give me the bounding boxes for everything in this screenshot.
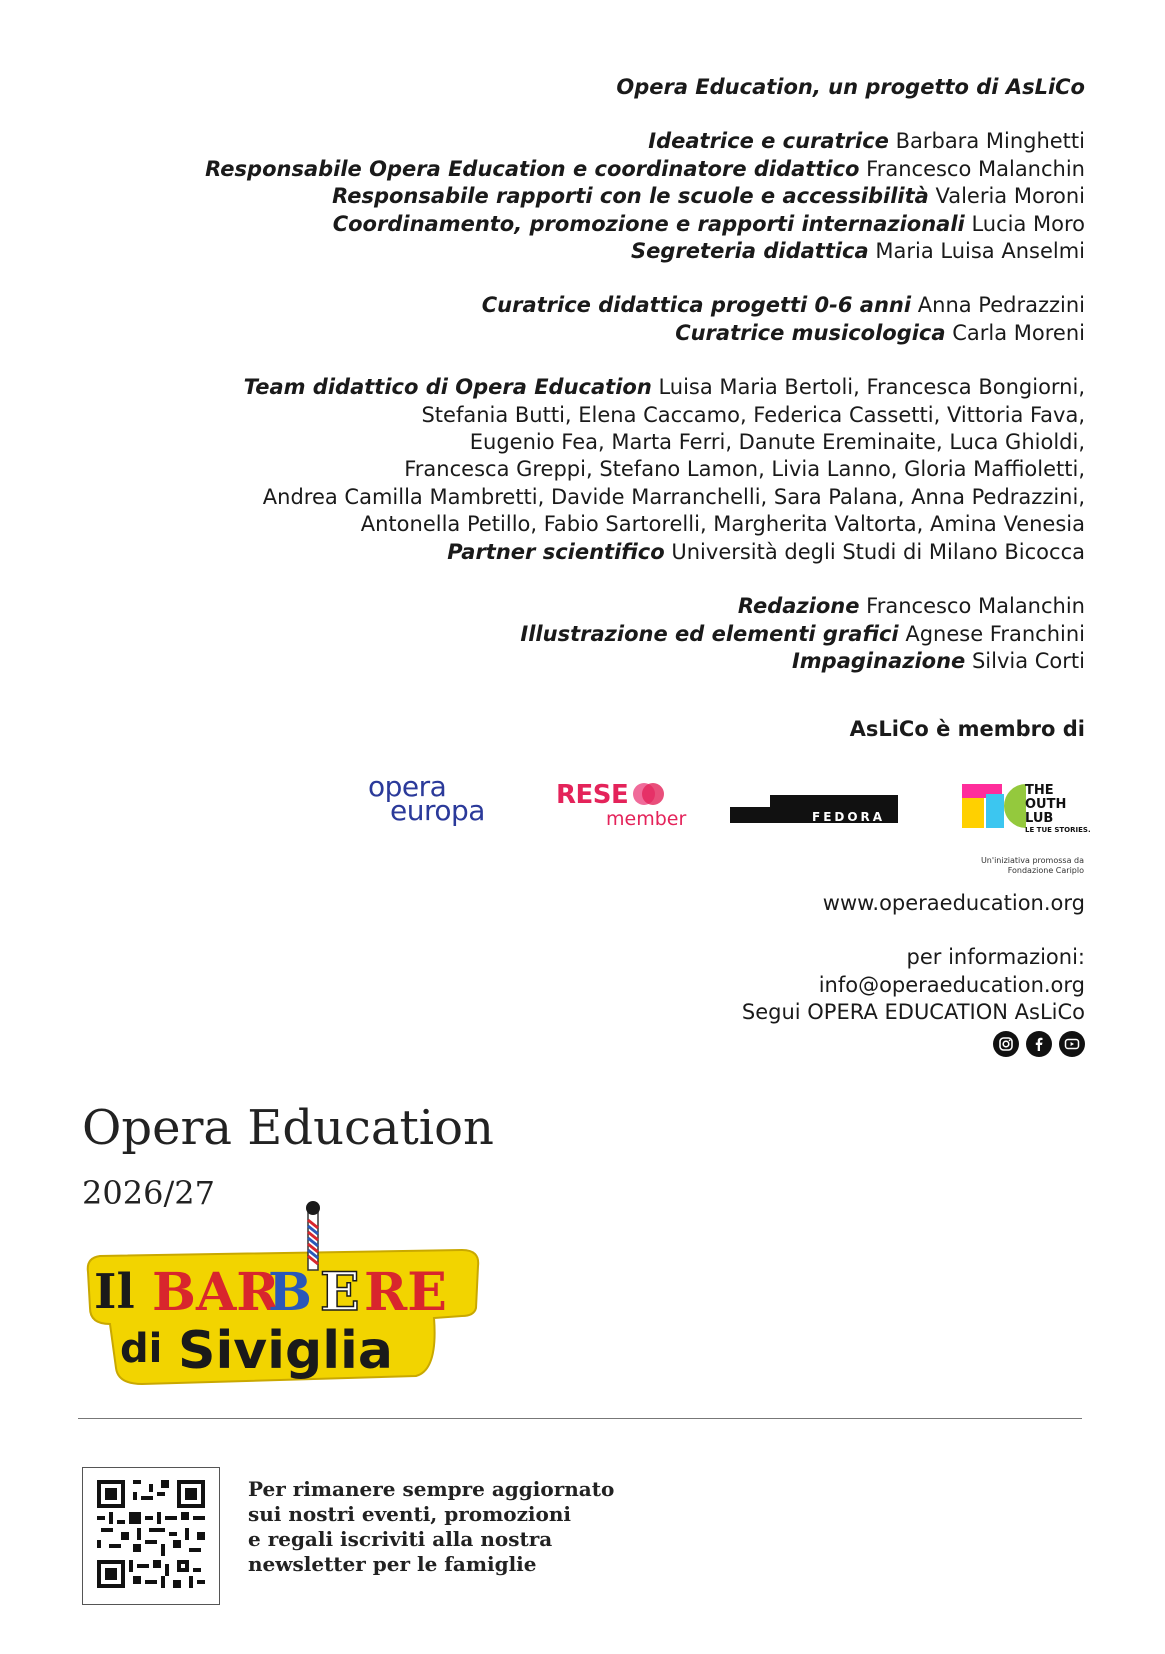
follow-text: Segui OPERA EDUCATION AsLiCo (741, 1000, 1085, 1025)
instagram-icon[interactable] (993, 1031, 1019, 1057)
credit-line: Coordinamento, promozione e rapporti internazionali Lucia Moro (332, 211, 1085, 236)
svg-text:E: E (320, 1262, 360, 1323)
website-link[interactable]: www.operaeducation.org (822, 891, 1085, 915)
credit-line: Ideatrice e curatrice Barbara Minghetti (648, 129, 1085, 154)
team-line: Stefania Butti, Elena Caccamo, Federica Cassetti, Vittoria Fava, (421, 402, 1085, 427)
team-line: Francesca Greppi, Stefano Lamon, Livia Lanno, Gloria Maffioletti, (404, 457, 1085, 482)
qr-code-icon (97, 1480, 205, 1588)
newsletter-text: Per rimanere sempre aggiornato sui nostri eventi, promozioni e regali iscriviti alla nostra newsletter per le famiglie (248, 1477, 615, 1576)
members-title: AsLiCo è membro di (849, 717, 1085, 741)
youtube-icon[interactable] (1059, 1031, 1085, 1057)
project-title: Opera Education, un progetto di AsLiCo (616, 75, 1085, 99)
svg-text:Siviglia: Siviglia (178, 1321, 393, 1381)
credit-line: Responsabile rapporti con le scuole e accessibilità Valeria Moroni (332, 184, 1085, 209)
info-label: per informazioni: (906, 945, 1085, 970)
svg-text:BAR: BAR (152, 1262, 280, 1323)
youth-club-note: Un'iniziativa promossa da Fondazione Cariplo (980, 856, 1084, 875)
divider (78, 1418, 1082, 1419)
svg-text:Il: Il (94, 1264, 135, 1320)
newsletter-qr-code[interactable] (82, 1467, 220, 1605)
credit-line: Segreteria didattica Maria Luisa Anselmi (631, 239, 1085, 264)
svg-text:di: di (120, 1326, 163, 1372)
facebook-icon[interactable] (1026, 1031, 1052, 1057)
credit-line: Responsabile Opera Education e coordinatore didattico Francesco Malanchin (205, 156, 1085, 181)
team-line: Team didattico di Opera Education Luisa Maria Bertoli, Francesca Bongiorni, (243, 375, 1085, 400)
brand-year: 2026/27 (82, 1174, 215, 1212)
member-logos: opera europa RESE member FEDORA THE OUTH LUB LE TUE STORIES. Un'iniziativa promossa da Fondazione Cariplo (368, 770, 1091, 875)
credit-line: Partner scientifico Università degli Studi di Milano Bicocca (447, 539, 1085, 564)
credit-line: Impaginazione Silvia Corti (791, 648, 1085, 673)
social-links (993, 1031, 1085, 1057)
brand-title: Opera Education (82, 1100, 494, 1156)
credit-line: Redazione Francesco Malanchin (737, 594, 1085, 619)
credits-block (85, 74, 1085, 675)
team-line: Andrea Camilla Mambretti, Davide Marranchelli, Sara Palana, Anna Pedrazzini, (262, 484, 1085, 509)
team-line: Eugenio Fea, Marta Ferri, Danute Ereminaite, Luca Ghioldi, (469, 430, 1085, 455)
team-line: Antonella Petillo, Fabio Sartorelli, Margherita Valtorta, Amina Venesia (360, 512, 1085, 537)
email-link[interactable]: info@operaeducation.org (818, 972, 1085, 997)
svg-text:RE: RE (364, 1262, 447, 1323)
barbiere-di-siviglia-logo (82, 1200, 482, 1390)
credit-line: Curatrice didattica progetti 0-6 anni Anna Pedrazzini (481, 293, 1085, 318)
credit-line: Illustrazione ed elementi grafici Agnese Franchini (520, 621, 1085, 646)
svg-text:B: B (268, 1262, 312, 1323)
credit-line: Curatrice musicologica Carla Moreni (675, 320, 1085, 345)
contact-block (742, 890, 1085, 1027)
